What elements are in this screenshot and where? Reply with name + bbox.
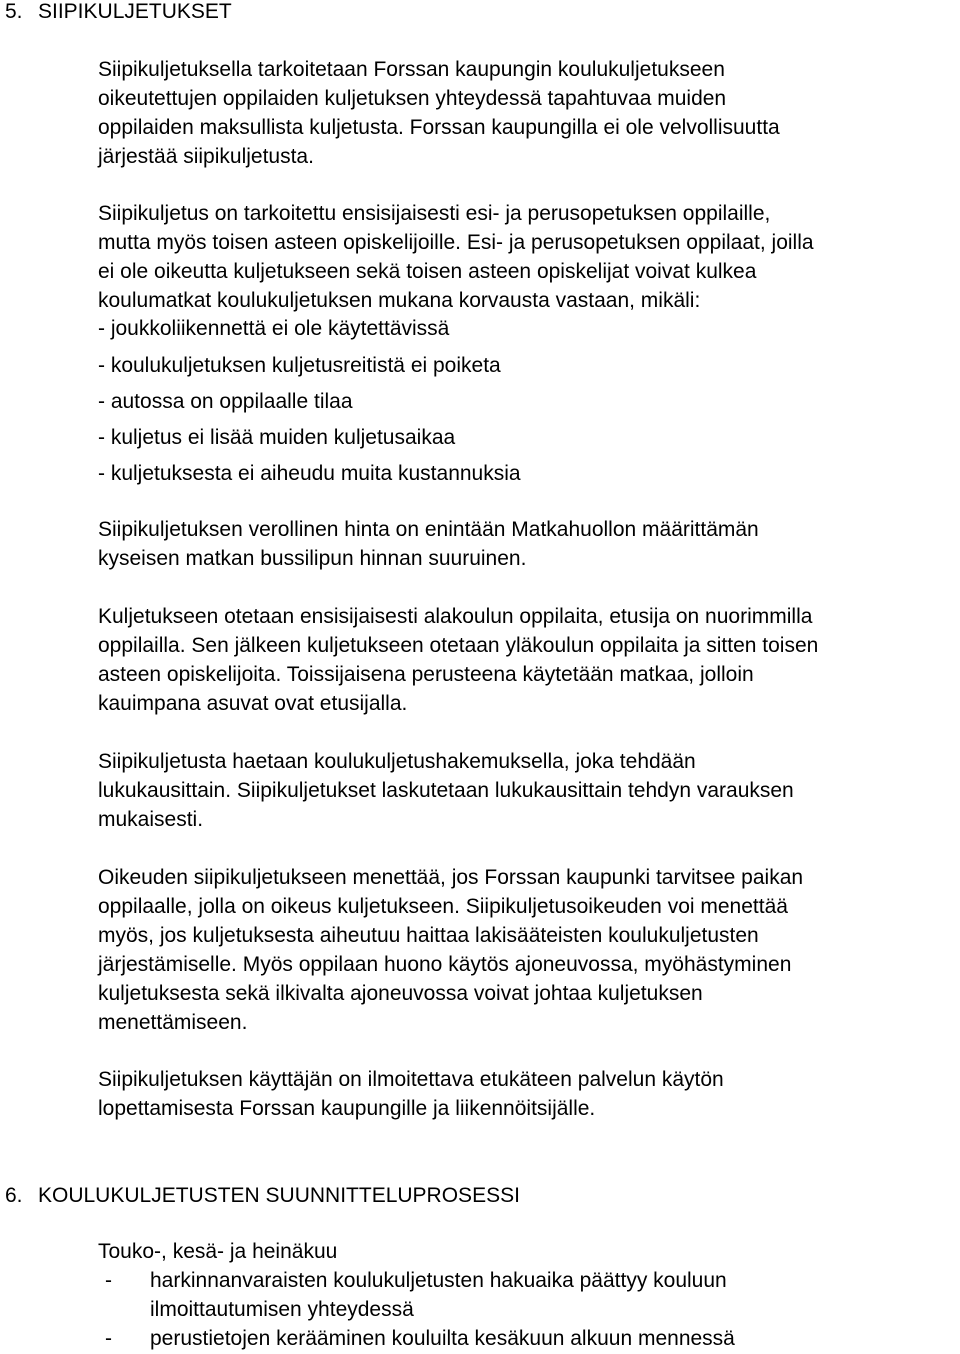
list-item-text xyxy=(150,1324,735,1353)
condition-text: - kuljetuksesta ei aiheudu muita kustannuksia xyxy=(98,462,521,485)
condition-item xyxy=(98,387,353,416)
text-line: oppilaiden maksullista kuljetusta. Forssan kaupungilla ei ole velvollisuutta xyxy=(98,116,780,139)
section-title: SIIPIKULJETUKSET xyxy=(38,0,232,23)
text-line: perustietojen kerääminen kouluilta kesäkuun alkuun mennessä xyxy=(150,1327,735,1350)
condition-text: - autossa on oppilaalle tilaa xyxy=(98,390,353,413)
paragraph-loss-of-right xyxy=(98,863,960,1037)
section-5-heading xyxy=(5,0,232,26)
text-line: oikeutettujen oppilaiden kuljetuksen yhteydessä tapahtuvaa muiden xyxy=(98,87,727,110)
text-line: Siipikuljetus on tarkoitettu ensisijaisesti esi- ja perusopetuksen oppilaille, xyxy=(98,202,771,225)
section-title: KOULUKULJETUSTEN SUUNNITTELUPROSESSI xyxy=(38,1184,520,1207)
paragraph-application xyxy=(98,747,960,834)
paragraph-termination xyxy=(98,1065,960,1123)
text-line: ei ole oikeutta kuljetukseen sekä toisen asteen opiskelijat voivat kulkea xyxy=(98,260,757,283)
period-subheading xyxy=(98,1237,960,1266)
text-line: harkinnanvaraisten koulukuljetusten hakuaika päättyy kouluun xyxy=(150,1269,727,1292)
paragraph-eligibility xyxy=(98,199,960,315)
text-line: lopettamisesta Forssan kaupungille ja liikennöitsijälle. xyxy=(98,1097,596,1120)
text-line: mukaisesti. xyxy=(98,808,204,831)
text-line: kauimpana asuvat ovat etusijalla. xyxy=(98,692,408,715)
text-line: mutta myös toisen asteen opiskelijoille. Esi- ja perusopetuksen oppilaat, joilla xyxy=(98,231,814,254)
text-line: kuljetuksesta sekä ilkivalta ajoneuvossa voivat johtaa kuljetuksen xyxy=(98,982,703,1005)
text-line: järjestää siipikuljetusta. xyxy=(98,145,314,168)
paragraph-price xyxy=(98,515,960,573)
condition-item xyxy=(98,351,501,380)
condition-text: - kuljetus ei lisää muiden kuljetusaikaa xyxy=(98,426,456,449)
condition-text: - joukkoliikennettä ei ole käytettävissä xyxy=(98,317,450,340)
condition-item xyxy=(98,423,455,452)
paragraph-definition xyxy=(98,55,960,171)
text-line: Siipikuljetuksen verollinen hinta on enintään Matkahuollon määrittämän xyxy=(98,518,759,541)
text-line: koulumatkat koulukuljetuksen mukana korvausta vastaan, mikäli: xyxy=(98,289,701,312)
text-line: Siipikuljetuksella tarkoitetaan Forssan kaupungin koulukuljetukseen xyxy=(98,58,725,81)
condition-text: - koulukuljetuksen kuljetusreitistä ei poiketa xyxy=(98,354,501,377)
text-line: kyseisen matkan bussilipun hinnan suuruinen. xyxy=(98,547,527,570)
list-item-text xyxy=(150,1266,727,1324)
dash-bullet: - xyxy=(105,1327,112,1350)
text-line: Siipikuljetusta haetaan koulukuljetushakemuksella, joka tehdään xyxy=(98,750,696,773)
section-number: 5. xyxy=(5,0,23,23)
text-line: oppilaalle, jolla on oikeus kuljetukseen. Siipikuljetusoikeuden voi menettää xyxy=(98,895,788,918)
text-line: Siipikuljetuksen käyttäjän on ilmoitettava etukäteen palvelun käytön xyxy=(98,1068,724,1091)
subheading-text: Touko-, kesä- ja heinäkuu xyxy=(98,1240,338,1263)
text-line: menettämiseen. xyxy=(98,1011,248,1034)
section-number: 6. xyxy=(5,1184,23,1207)
text-line: lukukausittain. Siipikuljetukset laskutetaan lukukausittain tehdyn varauksen xyxy=(98,779,794,802)
text-line: Kuljetukseen otetaan ensisijaisesti alakoulun oppilaita, etusija on nuorimmilla xyxy=(98,605,813,628)
text-line: Oikeuden siipikuljetukseen menettää, jos Forssan kaupunki tarvitsee paikan xyxy=(98,866,804,889)
paragraph-priority xyxy=(98,602,960,718)
section-6-heading xyxy=(5,1181,520,1210)
text-line: myös, jos kuljetuksesta aiheutuu haittaa lakisääteisten koulukuljetusten xyxy=(98,924,759,947)
text-line: asteen opiskelijoita. Toissijaisena perusteena käytetään matkaa, jolloin xyxy=(98,663,754,686)
condition-item xyxy=(98,459,521,488)
condition-item xyxy=(98,314,449,343)
text-line: ilmoittautumisen yhteydessä xyxy=(150,1298,414,1321)
dash-bullet: - xyxy=(105,1269,112,1292)
text-line: oppilailla. Sen jälkeen kuljetukseen otetaan yläkoulun oppilaita ja sitten toisen xyxy=(98,634,819,657)
text-line: järjestämiselle. Myös oppilaan huono käytös ajoneuvossa, myöhästyminen xyxy=(98,953,792,976)
